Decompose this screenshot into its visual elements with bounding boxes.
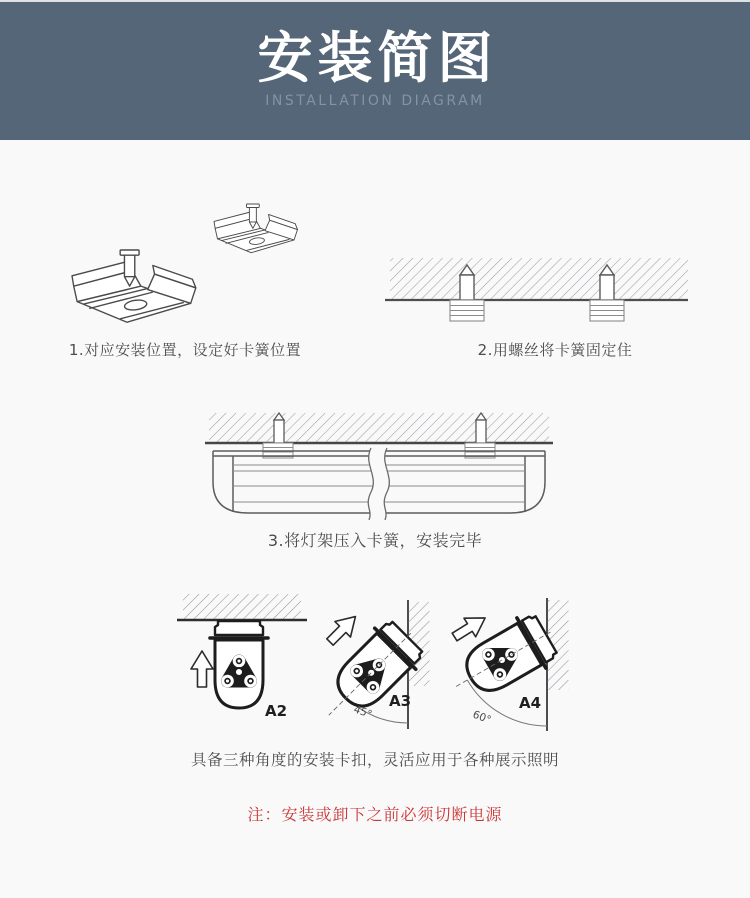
- angle-a4-label: A4: [519, 694, 542, 712]
- spring-clip-small-icon: [214, 204, 298, 253]
- angles-caption: 具备三种角度的安装卡扣，灵活应用于各种展示照明: [190, 751, 559, 769]
- ceiling-hatch: [183, 594, 301, 620]
- ceiling-hatch: [209, 413, 549, 443]
- angle-a3-degrees: 45°: [352, 703, 374, 721]
- up-arrow-icon: [191, 651, 213, 687]
- angle-a3-diagram: [322, 600, 429, 729]
- page-subtitle: INSTALLATION DIAGRAM: [265, 93, 485, 109]
- angle-options-illustration: [175, 588, 615, 740]
- clip-profile-icon: [590, 300, 624, 321]
- angle-a4-degrees: 60°: [470, 708, 493, 727]
- clip-profile-icon: [450, 300, 484, 321]
- diagonal-arrow-icon: [322, 609, 363, 650]
- page-title: 安装简图: [257, 26, 498, 90]
- step3-caption: 3.将灯架压入卡簧，安装完毕: [267, 531, 483, 550]
- angle-a2-diagram: [177, 594, 307, 720]
- spring-clip-large-icon: [72, 250, 196, 322]
- ceiling-hatch: [390, 258, 688, 300]
- step3-fixture-illustration: [203, 406, 555, 524]
- tube-end-view-icon: [210, 621, 268, 708]
- step2-caption: 2.用螺丝将卡簧固定住: [477, 341, 633, 359]
- power-warning-note: 注：安装或卸下之前必须切断电源: [247, 805, 503, 824]
- angle-a3-label: A3: [389, 692, 412, 710]
- tube-break-gap: [368, 448, 389, 520]
- angle-a4-diagram: [449, 598, 569, 731]
- header-banner: [0, 0, 750, 140]
- angle-a2-label: A2: [265, 702, 288, 720]
- step1-clips-illustration: [70, 198, 320, 340]
- step2-screws-illustration: [383, 248, 690, 338]
- step1-caption: 1.对应安装位置，设定好卡簧位置: [68, 341, 302, 359]
